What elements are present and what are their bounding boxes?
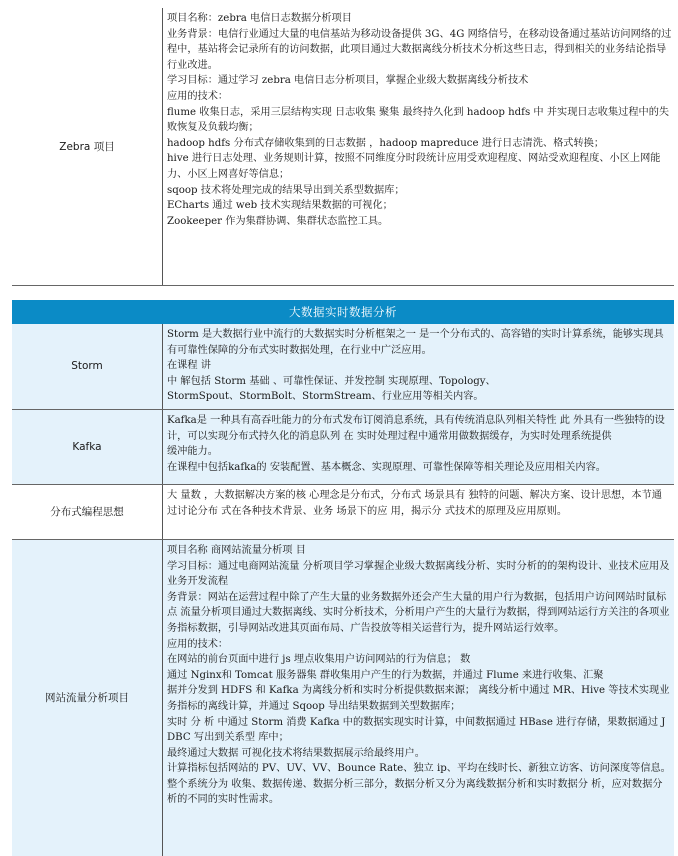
section-spacer: [12, 286, 674, 301]
distributed-label: 分布式编程思想: [12, 484, 163, 539]
zebra-line-background: 业务背景：电信行业通过大量的电信基站为移动设备提供 3G、4G 网络信号，在移动设备通过基站访问网络的过程中，基站将会记录所有的访问数据，此项目通过大数据离线分析技术分析这些日志，得到相关的业务结论指导行业改进。: [167, 28, 672, 71]
traffic-line-goal: 学习目标：通过电商网站流量 分析项目学习掌握企业级大数据离线分析、实时分析的的架构设计、业技术应用及业务开发流程: [167, 560, 670, 588]
zebra-line-hadoop: hadoop hdfs 分布式存储收集到的日志数据 ，hadoop mapreduce 进行日志清洗、格式转换；: [167, 137, 605, 149]
traffic-line-nginx: 通过 Nginx和 Tomcat 服务器集 群收集用户产生的行为数据，并通过 Flume 来进行收集、汇聚: [167, 669, 604, 681]
traffic-line-realtime: 实时 分 析 中通过 Storm 消费 Kafka 中的数据实现实时计算，中间数据通过 HBase 进行存储，果数据通过 JDBC 写出到关系型 库中；: [167, 716, 666, 744]
zebra-line-sqoop: sqoop 技术将处理完成的结果导出到关系型数据库；: [167, 184, 405, 196]
zebra-line-zookeeper: Zookeeper 作为集群协调、集群状态监控工具。: [167, 215, 389, 227]
storm-line-intro: Storm 是大数据行业中流行的大数据实时分析框架之一 是一个分布式的、高容错的实时计算系统，能够实现具有可靠性保障的分布式实时数据处理，在行业中广泛应用。: [167, 329, 664, 356]
storm-content: [163, 324, 675, 409]
kafka-line-course: 在课程中包括kafka的 安装配置、基本概念、实现原理、可靠性保障等相关理论及应用相关内容。: [167, 461, 606, 473]
traffic-line-name: 项目名称 商网站流量分析项 目: [167, 544, 306, 556]
zebra-line-hive: hive 进行日志处理、业务规则计算，按照不同维度分时段统计应用受欢迎程度、网站受欢迎程度、小区上网能力、小区上网喜好等信息；: [167, 153, 661, 180]
traffic-line-offline: 据并分发到 HDFS 和 Kafka 为离线分析和实时分析提供数据来源； 离线分析中通过 MR、Hive 等技术实现业务指标的离线计算，并通过 Sqoop 导出结果数据到关型数据库；: [167, 685, 670, 712]
storm-line-course: 在课程 讲: [167, 360, 211, 372]
section-header-title: 大数据实时数据分析: [12, 300, 674, 324]
traffic-line-system: 整个系统分为 收集、数据传递、数据分析三部分，数据分析又分为离线数据分析和实时数据分 析，应对数据分析的不同的实时性需求。: [167, 778, 663, 806]
zebra-line-name: 项目名称：zebra 电信日志数据分析项目: [167, 13, 352, 24]
distributed-content: [163, 484, 675, 539]
zebra-content: [163, 8, 675, 286]
zebra-line-goal: 学习目标：通过学习 zebra 电信日志分析项目，掌握企业级大数据离线分析技术: [167, 75, 529, 87]
traffic-line-visual: 最终通过大数据 可视化技术将结果数据展示给最终用户。: [167, 747, 425, 759]
zebra-line-flume: flume 收集日志，采用三层结构实现 日志收集 聚集 最终持久化到 hadoop hdfs 中 并实现日志收集过程中的失败恢复及负载均衡；: [167, 106, 670, 134]
section-header-realtime: [12, 300, 674, 324]
zebra-line-tech-heading: 应用的技术：: [167, 90, 229, 102]
kafka-line-intro: Kafka是 一种具有高吞吐能力的分布式发布订阅消息系统，具有传统消息队列相关特性 此 外具有一些独特的设计，可以实现分布式持久化的消息队列 在 实时处理过程中通常用做数据缓存，为实时处理系统提供: [167, 414, 665, 442]
course-outline-table: [12, 8, 674, 856]
storm-line-topics: 中 解包括 Storm 基础 、可靠性保证、并发控制 实现原理、Topology、: [167, 375, 496, 387]
storm-row: [12, 324, 674, 409]
traffic-line-js: 在网站的前台页面中进行 js 埋点收集用户访问网站的行为信息； 数: [167, 654, 471, 666]
zebra-row: [12, 8, 674, 286]
traffic-line-tech-heading: 应用的技术：: [167, 638, 229, 650]
storm-line-components: StormSpout、StormBolt、StormStream、行业应用等相关内容。: [167, 391, 484, 403]
zebra-line-echarts: ECharts 通过 web 技术实现结果数据的可视化；: [167, 200, 393, 212]
kafka-label: Kafka: [12, 409, 163, 484]
traffic-row: [12, 539, 674, 856]
traffic-line-metrics: 计算指标包括网站的 PV、UV、VV、Bounce Rate、独立 ip、平均在线时长、新独立访客、访问深度等信息。: [167, 763, 671, 775]
kafka-row: [12, 409, 674, 484]
traffic-label: 网站流量分析项目: [12, 539, 163, 856]
distributed-row: [12, 484, 674, 539]
traffic-content: [163, 539, 675, 856]
kafka-line-buffer: 缓冲能力。: [167, 446, 218, 458]
distributed-line-text: 大 量数 ，大数据解决方案的核 心理念是分布式，分布式 场景具有 独特的问题、解决方案、设计思想，本节通过讨论分布 式在各种技术背景、业务 场景下的应 用，揭示分 式技术的原理及应用原则。: [167, 489, 662, 517]
traffic-line-background: 务背景：网站在运营过程中除了产生大量的业务数据外还会产生大量的用户行为数据，包括用户访问网站时鼠标点 流量分析项目通过大数据离线、实时分析技术，分析用户产生的大量行为数据，得到网站运行方关注的各项业 务指标数据，引导网站改进其页面布局、广告投放等相关运营行为，提升网站运行效率。: [167, 591, 670, 634]
zebra-label: Zebra 项目: [12, 8, 163, 286]
storm-label: Storm: [12, 324, 163, 409]
kafka-content: [163, 409, 675, 484]
